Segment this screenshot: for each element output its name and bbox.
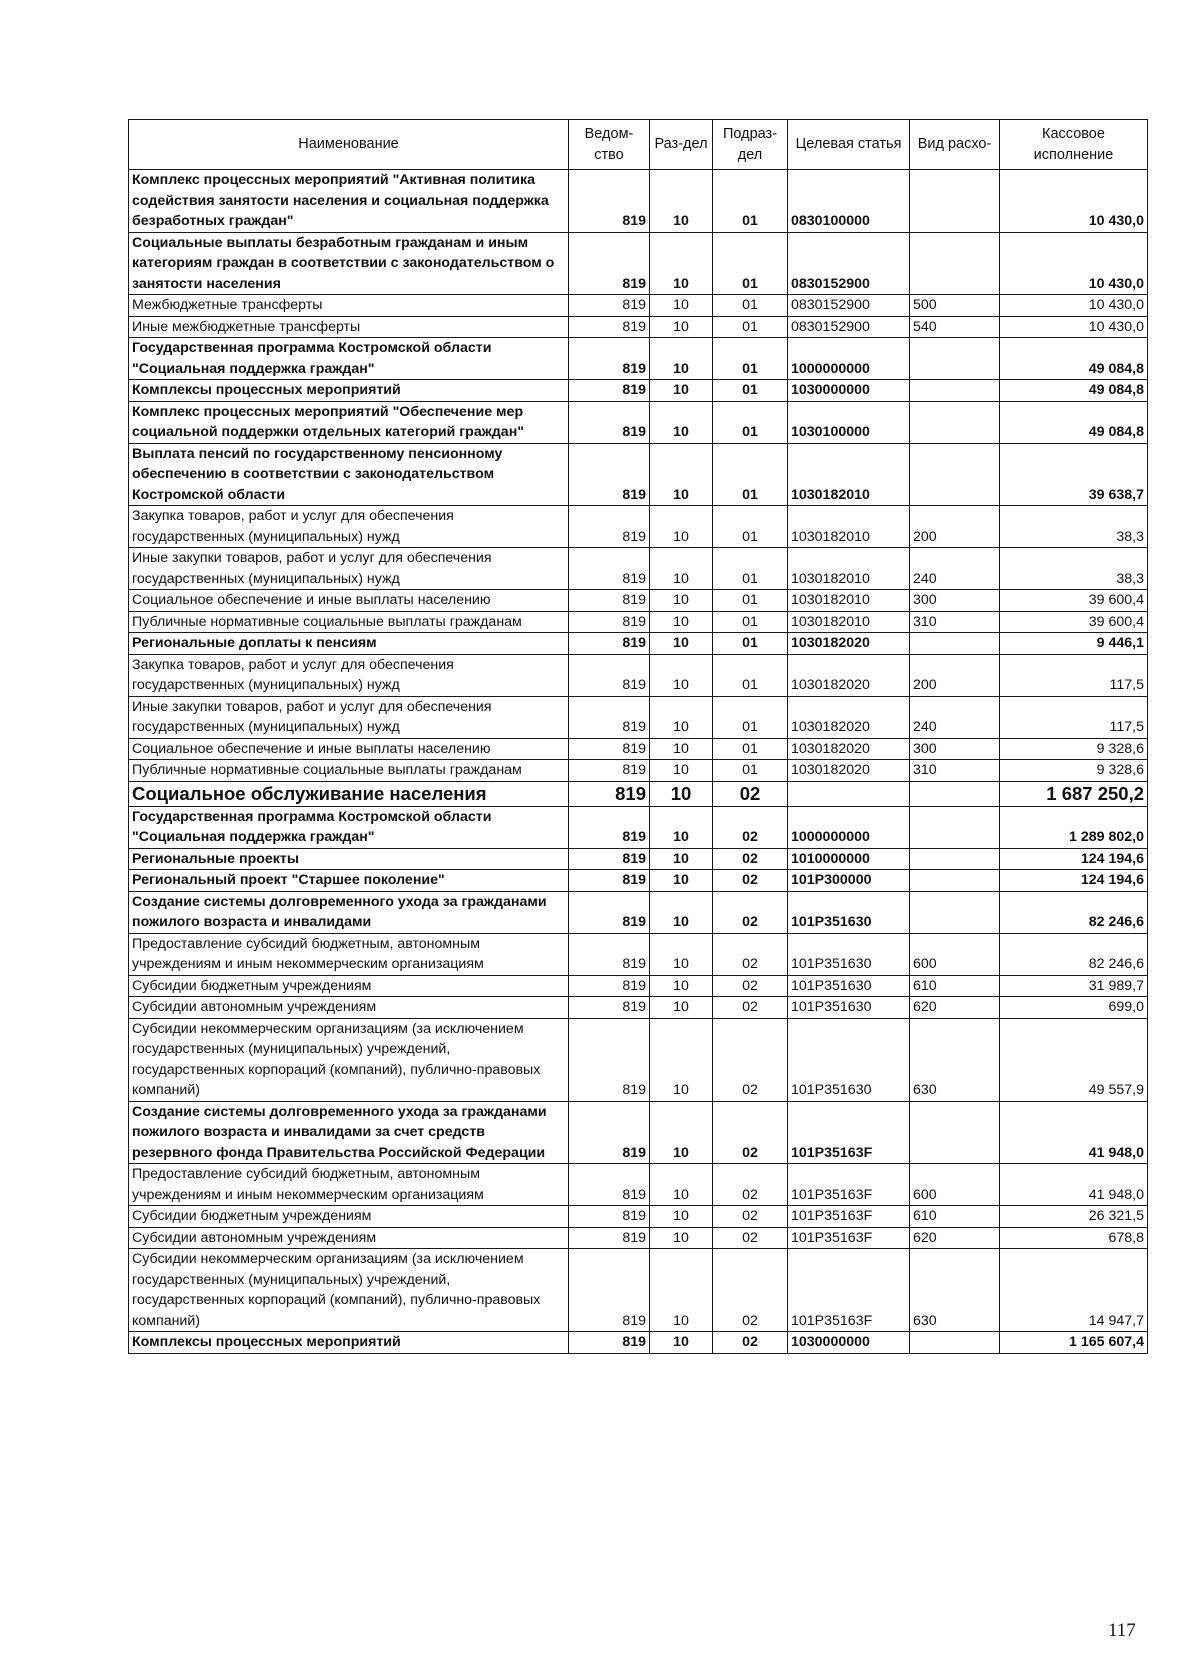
cell-kass: 39 600,4	[1000, 590, 1148, 612]
cell-kass: 39 600,4	[1000, 611, 1148, 633]
table-row	[129, 933, 1148, 975]
cell-ved: 819	[569, 1018, 650, 1101]
cell-kass: 38,3	[1000, 506, 1148, 548]
cell-razd: 10	[650, 806, 713, 848]
table-row	[129, 696, 1148, 738]
cell-kass: 49 084,8	[1000, 338, 1148, 380]
cell-kass: 9 328,6	[1000, 738, 1148, 760]
cell-razd: 10	[650, 1206, 713, 1228]
cell-podr: 02	[713, 1164, 788, 1206]
table-row	[129, 806, 1148, 848]
cell-name: Региональный проект "Старшее поколение"	[129, 870, 569, 892]
table-row	[129, 1164, 1148, 1206]
cell-podr: 01	[713, 654, 788, 696]
cell-razd: 10	[650, 933, 713, 975]
cell-razd: 10	[650, 870, 713, 892]
cell-name: Региональные проекты	[129, 848, 569, 870]
cell-podr: 02	[713, 1101, 788, 1164]
cell-tsel: 1030182020	[788, 696, 910, 738]
cell-razd: 10	[650, 781, 713, 806]
cell-ved: 819	[569, 506, 650, 548]
cell-podr: 01	[713, 338, 788, 380]
cell-vid	[910, 781, 1000, 806]
cell-podr: 01	[713, 590, 788, 612]
cell-ved: 819	[569, 316, 650, 338]
cell-razd: 10	[650, 316, 713, 338]
cell-kass: 10 430,0	[1000, 295, 1148, 317]
cell-tsel: 101P351630	[788, 891, 910, 933]
cell-vid: 610	[910, 975, 1000, 997]
cell-vid	[910, 848, 1000, 870]
cell-tsel: 1030182010	[788, 506, 910, 548]
cell-name: Создание системы долговременного ухода за гражданами пожилого возраста и инвалидами	[129, 891, 569, 933]
cell-ved: 819	[569, 654, 650, 696]
cell-vid	[910, 1332, 1000, 1354]
cell-ved: 819	[569, 548, 650, 590]
cell-name: Иные закупки товаров, работ и услуг для обеспечения государственных (муниципальных) нужд	[129, 696, 569, 738]
cell-vid	[910, 806, 1000, 848]
cell-tsel: 0830152900	[788, 295, 910, 317]
cell-podr: 02	[713, 848, 788, 870]
cell-razd: 10	[650, 506, 713, 548]
cell-kass: 41 948,0	[1000, 1101, 1148, 1164]
cell-razd: 10	[650, 548, 713, 590]
cell-name: Социальные выплаты безработным гражданам и иным категориям граждан в соответствии с законодательством о занятости населения	[129, 232, 569, 295]
cell-tsel: 1030182010	[788, 590, 910, 612]
cell-tsel: 1030182020	[788, 633, 910, 655]
cell-tsel: 101P35163F	[788, 1249, 910, 1332]
header-vid: Вид расхо-	[910, 120, 1000, 170]
cell-ved: 819	[569, 696, 650, 738]
cell-kass: 31 989,7	[1000, 975, 1148, 997]
table-row	[129, 443, 1148, 506]
cell-vid	[910, 870, 1000, 892]
cell-vid	[910, 401, 1000, 443]
cell-podr: 02	[713, 1227, 788, 1249]
cell-kass: 124 194,6	[1000, 848, 1148, 870]
cell-name: Закупка товаров, работ и услуг для обеспечения государственных (муниципальных) нужд	[129, 654, 569, 696]
cell-razd: 10	[650, 590, 713, 612]
cell-vid: 300	[910, 590, 1000, 612]
budget-table	[128, 119, 1148, 1354]
cell-tsel: 101P351630	[788, 1018, 910, 1101]
cell-name: Социальное обеспечение и иные выплаты населению	[129, 738, 569, 760]
cell-podr: 02	[713, 870, 788, 892]
cell-ved: 819	[569, 870, 650, 892]
cell-vid: 310	[910, 760, 1000, 782]
cell-razd: 10	[650, 696, 713, 738]
cell-name: Субсидии бюджетным учреждениям	[129, 1206, 569, 1228]
table-row	[129, 1249, 1148, 1332]
cell-podr: 01	[713, 401, 788, 443]
table-row	[129, 781, 1148, 806]
cell-podr: 01	[713, 232, 788, 295]
cell-ved: 819	[569, 380, 650, 402]
cell-razd: 10	[650, 611, 713, 633]
cell-podr: 01	[713, 316, 788, 338]
cell-ved: 819	[569, 1249, 650, 1332]
cell-podr: 02	[713, 806, 788, 848]
cell-tsel: 1030182020	[788, 654, 910, 696]
table-row	[129, 548, 1148, 590]
cell-podr: 02	[713, 1018, 788, 1101]
cell-ved: 819	[569, 633, 650, 655]
cell-name: Межбюджетные трансферты	[129, 295, 569, 317]
cell-kass: 9 328,6	[1000, 760, 1148, 782]
table-row	[129, 611, 1148, 633]
cell-podr: 01	[713, 548, 788, 590]
cell-vid: 630	[910, 1018, 1000, 1101]
cell-razd: 10	[650, 338, 713, 380]
cell-vid	[910, 380, 1000, 402]
cell-razd: 10	[650, 1101, 713, 1164]
cell-razd: 10	[650, 975, 713, 997]
cell-kass: 124 194,6	[1000, 870, 1148, 892]
cell-ved: 819	[569, 760, 650, 782]
cell-kass: 117,5	[1000, 654, 1148, 696]
cell-ved: 819	[569, 891, 650, 933]
cell-razd: 10	[650, 170, 713, 233]
cell-name: Субсидии некоммерческим организациям (за исключением государственных (муниципальных) учреждений, государственных корпораций (компаний), публично-правовых компаний)	[129, 1018, 569, 1101]
cell-kass: 1 165 607,4	[1000, 1332, 1148, 1354]
cell-podr: 02	[713, 933, 788, 975]
cell-ved: 819	[569, 611, 650, 633]
cell-kass: 10 430,0	[1000, 170, 1148, 233]
table-row	[129, 1206, 1148, 1228]
cell-tsel: 1030000000	[788, 380, 910, 402]
cell-ved: 819	[569, 975, 650, 997]
cell-name: Предоставление субсидий бюджетным, автономным учреждениям и иным некоммерческим организациям	[129, 1164, 569, 1206]
cell-ved: 819	[569, 170, 650, 233]
cell-vid: 540	[910, 316, 1000, 338]
cell-kass: 49 084,8	[1000, 401, 1148, 443]
cell-name: Социальное обслуживание населения	[129, 781, 569, 806]
table-row	[129, 1227, 1148, 1249]
cell-podr: 01	[713, 760, 788, 782]
table-row	[129, 590, 1148, 612]
cell-kass: 38,3	[1000, 548, 1148, 590]
header-podr: Подраз-дел	[713, 120, 788, 170]
cell-podr: 02	[713, 1249, 788, 1332]
cell-tsel: 101P351630	[788, 997, 910, 1019]
cell-name: Комплексы процессных мероприятий	[129, 1332, 569, 1354]
cell-tsel: 1030100000	[788, 401, 910, 443]
cell-name: Социальное обеспечение и иные выплаты населению	[129, 590, 569, 612]
table-row	[129, 401, 1148, 443]
cell-ved: 819	[569, 338, 650, 380]
cell-vid	[910, 338, 1000, 380]
cell-kass: 699,0	[1000, 997, 1148, 1019]
cell-razd: 10	[650, 760, 713, 782]
cell-kass: 26 321,5	[1000, 1206, 1148, 1228]
cell-name: Государственная программа Костромской области "Социальная поддержка граждан"	[129, 806, 569, 848]
cell-name: Субсидии некоммерческим организациям (за исключением государственных (муниципальных) учреждений, государственных корпораций (компаний), публично-правовых компаний)	[129, 1249, 569, 1332]
table-row	[129, 848, 1148, 870]
cell-ved: 819	[569, 1164, 650, 1206]
header-name: Наименование	[129, 120, 569, 170]
table-row	[129, 738, 1148, 760]
cell-tsel: 1000000000	[788, 338, 910, 380]
cell-kass: 1 687 250,2	[1000, 781, 1148, 806]
cell-ved: 819	[569, 738, 650, 760]
cell-tsel: 1030182020	[788, 738, 910, 760]
cell-kass: 10 430,0	[1000, 316, 1148, 338]
table-body	[129, 170, 1148, 1354]
cell-tsel: 1030182020	[788, 760, 910, 782]
cell-tsel: 101P300000	[788, 870, 910, 892]
header-razd: Раз-дел	[650, 120, 713, 170]
cell-vid: 500	[910, 295, 1000, 317]
cell-tsel: 1030182010	[788, 443, 910, 506]
cell-ved: 819	[569, 997, 650, 1019]
table-row	[129, 170, 1148, 233]
table-row	[129, 1101, 1148, 1164]
cell-tsel: 1000000000	[788, 806, 910, 848]
header-tsel: Целевая статья	[788, 120, 910, 170]
cell-tsel: 101P351630	[788, 975, 910, 997]
cell-razd: 10	[650, 654, 713, 696]
cell-razd: 10	[650, 738, 713, 760]
cell-name: Предоставление субсидий бюджетным, автономным учреждениям и иным некоммерческим организациям	[129, 933, 569, 975]
cell-podr: 01	[713, 611, 788, 633]
cell-kass: 39 638,7	[1000, 443, 1148, 506]
cell-podr: 02	[713, 997, 788, 1019]
table-row	[129, 506, 1148, 548]
cell-tsel: 1030182010	[788, 611, 910, 633]
cell-ved: 819	[569, 401, 650, 443]
page-number: 117	[1108, 1620, 1136, 1641]
cell-tsel: 1010000000	[788, 848, 910, 870]
cell-kass: 117,5	[1000, 696, 1148, 738]
cell-podr: 02	[713, 1332, 788, 1354]
cell-vid	[910, 443, 1000, 506]
table-row	[129, 870, 1148, 892]
cell-podr: 01	[713, 380, 788, 402]
cell-vid: 610	[910, 1206, 1000, 1228]
cell-name: Субсидии автономным учреждениям	[129, 997, 569, 1019]
cell-tsel: 101P351630	[788, 933, 910, 975]
cell-name: Субсидии автономным учреждениям	[129, 1227, 569, 1249]
cell-name: Иные закупки товаров, работ и услуг для обеспечения государственных (муниципальных) нужд	[129, 548, 569, 590]
cell-name: Комплекс процессных мероприятий "Обеспечение мер социальной поддержки отдельных категорий граждан"	[129, 401, 569, 443]
cell-ved: 819	[569, 1227, 650, 1249]
cell-podr: 01	[713, 633, 788, 655]
cell-name: Закупка товаров, работ и услуг для обеспечения государственных (муниципальных) нужд	[129, 506, 569, 548]
cell-ved: 819	[569, 806, 650, 848]
cell-razd: 10	[650, 401, 713, 443]
cell-tsel: 0830152900	[788, 232, 910, 295]
cell-razd: 10	[650, 380, 713, 402]
cell-vid: 310	[910, 611, 1000, 633]
cell-podr: 02	[713, 891, 788, 933]
table-row	[129, 1332, 1148, 1354]
cell-kass: 82 246,6	[1000, 933, 1148, 975]
cell-kass: 14 947,7	[1000, 1249, 1148, 1332]
cell-tsel	[788, 781, 910, 806]
cell-name: Иные межбюджетные трансферты	[129, 316, 569, 338]
cell-ved: 819	[569, 848, 650, 870]
cell-vid: 240	[910, 548, 1000, 590]
table-row	[129, 891, 1148, 933]
cell-podr: 02	[713, 1206, 788, 1228]
table-row	[129, 1018, 1148, 1101]
cell-name: Государственная программа Костромской области "Социальная поддержка граждан"	[129, 338, 569, 380]
cell-razd: 10	[650, 1332, 713, 1354]
cell-podr: 01	[713, 295, 788, 317]
cell-vid	[910, 170, 1000, 233]
table-row	[129, 654, 1148, 696]
cell-razd: 10	[650, 1227, 713, 1249]
cell-kass: 678,8	[1000, 1227, 1148, 1249]
cell-tsel: 1030182010	[788, 548, 910, 590]
table-row	[129, 760, 1148, 782]
cell-ved: 819	[569, 1206, 650, 1228]
cell-name: Комплексы процессных мероприятий	[129, 380, 569, 402]
header-ved: Ведом-ство	[569, 120, 650, 170]
cell-name: Субсидии бюджетным учреждениям	[129, 975, 569, 997]
cell-tsel: 0830100000	[788, 170, 910, 233]
cell-vid: 600	[910, 1164, 1000, 1206]
cell-razd: 10	[650, 232, 713, 295]
cell-podr: 02	[713, 975, 788, 997]
cell-vid	[910, 633, 1000, 655]
cell-vid: 620	[910, 997, 1000, 1019]
cell-ved: 819	[569, 1332, 650, 1354]
cell-razd: 10	[650, 891, 713, 933]
cell-razd: 10	[650, 1249, 713, 1332]
cell-ved: 819	[569, 590, 650, 612]
cell-kass: 9 446,1	[1000, 633, 1148, 655]
cell-ved: 819	[569, 295, 650, 317]
cell-tsel: 1030000000	[788, 1332, 910, 1354]
cell-podr: 01	[713, 506, 788, 548]
cell-podr: 01	[713, 738, 788, 760]
cell-kass: 49 557,9	[1000, 1018, 1148, 1101]
cell-name: Публичные нормативные социальные выплаты гражданам	[129, 611, 569, 633]
cell-name: Комплекс процессных мероприятий "Активная политика содействия занятости населения и социальная поддержка безработных граждан"	[129, 170, 569, 233]
cell-vid	[910, 891, 1000, 933]
table-row	[129, 295, 1148, 317]
cell-vid	[910, 232, 1000, 295]
cell-ved: 819	[569, 232, 650, 295]
cell-ved: 819	[569, 1101, 650, 1164]
cell-name: Публичные нормативные социальные выплаты гражданам	[129, 760, 569, 782]
cell-razd: 10	[650, 1018, 713, 1101]
cell-vid: 200	[910, 506, 1000, 548]
cell-razd: 10	[650, 295, 713, 317]
table-row	[129, 975, 1148, 997]
cell-name: Региональные доплаты к пенсиям	[129, 633, 569, 655]
table-header-row	[129, 120, 1148, 170]
table-row	[129, 316, 1148, 338]
cell-vid: 300	[910, 738, 1000, 760]
header-kass: Кассовое исполнение	[1000, 120, 1148, 170]
cell-razd: 10	[650, 848, 713, 870]
cell-kass: 41 948,0	[1000, 1164, 1148, 1206]
cell-kass: 1 289 802,0	[1000, 806, 1148, 848]
cell-name: Выплата пенсий по государственному пенсионному обеспечению в соответствии с законодательством Костромской области	[129, 443, 569, 506]
table-row	[129, 380, 1148, 402]
table-row	[129, 997, 1148, 1019]
cell-podr: 01	[713, 443, 788, 506]
cell-tsel: 0830152900	[788, 316, 910, 338]
cell-kass: 82 246,6	[1000, 891, 1148, 933]
cell-ved: 819	[569, 443, 650, 506]
cell-tsel: 101P35163F	[788, 1206, 910, 1228]
cell-podr: 01	[713, 696, 788, 738]
cell-podr: 01	[713, 170, 788, 233]
cell-vid: 620	[910, 1227, 1000, 1249]
cell-vid: 240	[910, 696, 1000, 738]
cell-tsel: 101P35163F	[788, 1227, 910, 1249]
cell-podr: 02	[713, 781, 788, 806]
cell-razd: 10	[650, 443, 713, 506]
cell-razd: 10	[650, 633, 713, 655]
table-row	[129, 232, 1148, 295]
cell-tsel: 101P35163F	[788, 1164, 910, 1206]
cell-razd: 10	[650, 1164, 713, 1206]
cell-kass: 10 430,0	[1000, 232, 1148, 295]
cell-razd: 10	[650, 997, 713, 1019]
cell-kass: 49 084,8	[1000, 380, 1148, 402]
table-row	[129, 338, 1148, 380]
cell-name: Создание системы долговременного ухода за гражданами пожилого возраста и инвалидами за счет средств резервного фонда Правительства Российской Федерации	[129, 1101, 569, 1164]
table-row	[129, 633, 1148, 655]
cell-vid: 600	[910, 933, 1000, 975]
cell-ved: 819	[569, 781, 650, 806]
cell-vid: 630	[910, 1249, 1000, 1332]
cell-vid	[910, 1101, 1000, 1164]
cell-vid: 200	[910, 654, 1000, 696]
cell-ved: 819	[569, 933, 650, 975]
cell-tsel: 101P35163F	[788, 1101, 910, 1164]
